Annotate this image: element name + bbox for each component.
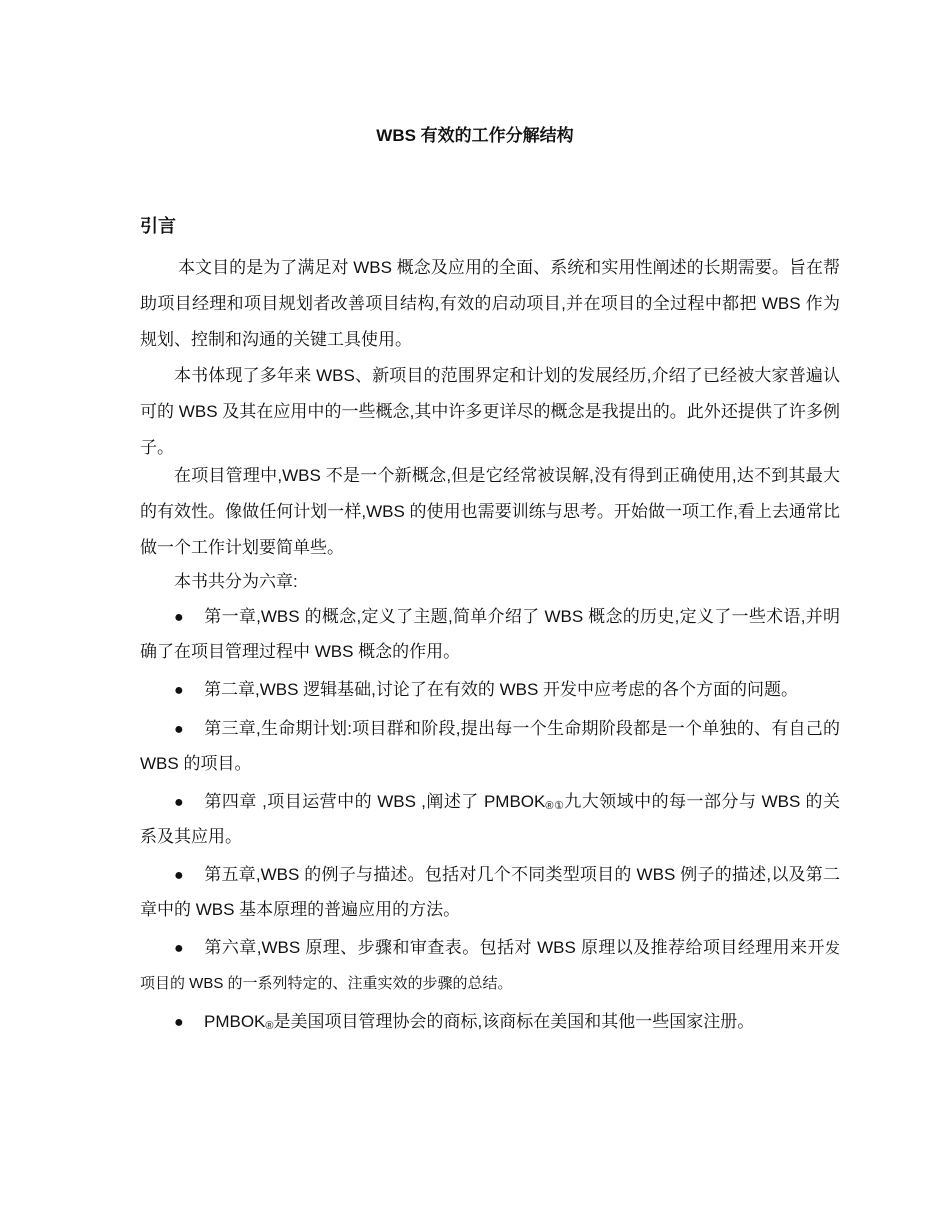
- list-item: [140, 712, 840, 781]
- list-item-text-end: 是美国项目管理协会的商标,该商标在美国和其他一些国家注册。: [273, 1012, 755, 1031]
- bullet-icon: ●: [174, 682, 184, 699]
- list-item: [140, 600, 840, 669]
- bullet-icon: ●: [174, 1014, 184, 1031]
- list-item-text-end: 九大领域中的每一部分与 WBS 的关系及其应用。: [140, 792, 841, 846]
- intro-paragraph-2: 本书体现了多年来 WBS、新项目的范围界定和计划的发展经历,介绍了已经被大家普遍认可的 WBS 及其在应用中的一些概念,其中许多更详尽的概念是我提出的。此外还提供了许多例子。: [140, 366, 840, 457]
- registered-mark: ®: [265, 1020, 274, 1032]
- intro-paragraph-3: 在项目管理中,WBS 不是一个新概念,但是它经常被误解,没有得到正确使用,达不到其最大的有效性。像做任何计划一样,WBS 的使用也需要训练与思考。开始做一项工作,看上去通常比做一个工作计划要简单些。: [140, 466, 840, 557]
- list-item-text-end: 发项目的 WBS 的一系列特定的、注重实效的步骤的总结。: [140, 940, 840, 992]
- section-heading: 引言: [140, 216, 176, 236]
- intro-paragraph-1: 本文目的是为了满足对 WBS 概念及应用的全面、系统和实用性阐述的长期需要。旨在帮助项目经理和项目规划者改善项目结构,有效的启动项目,并在项目的全过程中都把 WBS 作为规划、控制和沟通的关键工具使用。: [140, 258, 840, 349]
- list-item-text-start: 第六章,WBS 原理、步骤和审查表。包括对 WBS 原理以及推荐给项目经理用来开: [204, 938, 825, 957]
- list-item-text: 第一章,WBS 的概念,定义了主题,简单介绍了 WBS 概念的历史,定义了一些术语,并明确了在项目管理过程中 WBS 概念的作用。: [140, 607, 840, 661]
- list-item: [140, 785, 840, 854]
- list-item: [140, 858, 840, 927]
- list-item-text-start: 第四章 ,项目运营中的 WBS ,阐述了 PMBOK: [204, 792, 546, 811]
- list-item-text: 第五章,WBS 的例子与描述。包括对几个不同类型项目的 WBS 例子的描述,以及第二章中的 WBS 基本原理的普遍应用的方法。: [140, 865, 840, 919]
- document-title: WBS 有效的工作分解结构: [376, 126, 574, 145]
- registered-footnote-mark: ®①: [545, 800, 565, 812]
- list-item-text: 第二章,WBS 逻辑基础,讨论了在有效的 WBS 开发中应考虑的各个方面的问题。: [204, 680, 799, 699]
- bullet-icon: ●: [174, 867, 184, 884]
- bullet-icon: ●: [174, 940, 184, 957]
- list-item-text: 第三章,生命期计划:项目群和阶段,提出每一个生命期阶段都是一个单独的、有自己的 WBS 的项目。: [140, 719, 840, 773]
- bullet-icon: ●: [174, 721, 184, 738]
- list-item: [140, 1005, 840, 1040]
- intro-paragraph-4: 本书共分为六章:: [174, 572, 298, 591]
- bullet-icon: ●: [174, 609, 184, 626]
- list-item: [140, 931, 840, 1001]
- chapter-list: [140, 600, 840, 1044]
- bullet-icon: ●: [174, 794, 184, 811]
- list-item-text-start: PMBOK: [204, 1012, 266, 1031]
- list-item: [140, 673, 840, 708]
